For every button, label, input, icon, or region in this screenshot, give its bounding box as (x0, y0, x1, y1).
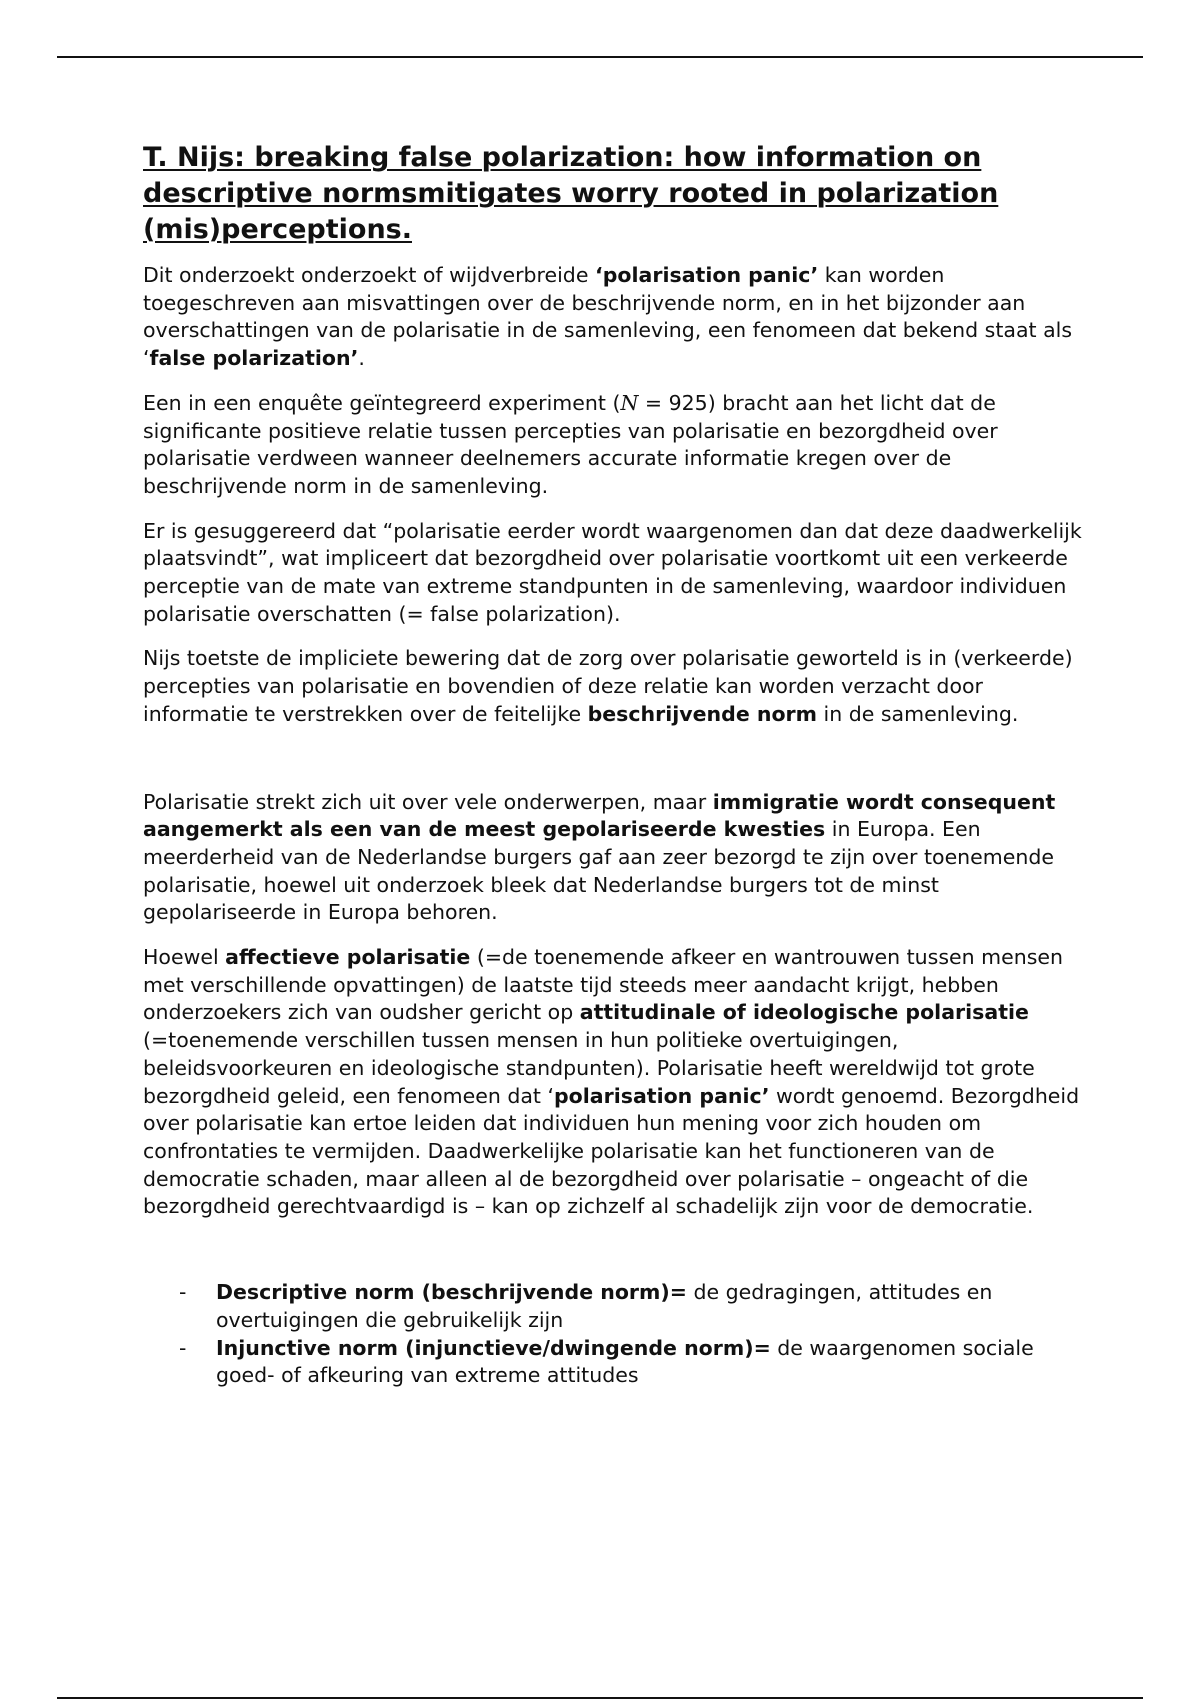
paragraph-hypothesis (143, 645, 1083, 728)
text-run: (=de toenemende afkeer en wantrouwen tussen mensen met verschillende opvattingen) de laatste tijd steeds meer aandacht krijgt, hebben onderzoekers zich van oudsher gericht op (143, 945, 1064, 1025)
sample-size-symbol: N (620, 390, 639, 415)
bold-term: beschrijvende norm (587, 701, 818, 726)
bold-term: polarisation panic’ (553, 1083, 770, 1108)
bold-term: affectieve polarisatie (225, 945, 471, 970)
paragraph-suggestion (143, 518, 1083, 629)
text-run: Hoewel (143, 945, 226, 970)
definition-term: Descriptive norm (beschrijvende norm)= (216, 1280, 687, 1305)
text-run: = 925) bracht aan het licht dat de significante positieve relatie tussen percepties van polarisatie en bezorgdheid over polarisatie verdween wanneer deelnemers accurate informatie kregen over de beschrijvende norm in de samenleving. (143, 390, 998, 498)
text-run: Er is gesuggereerd dat “polarisatie eerder wordt waargenomen dan dat deze daadwerkelijk plaatsvindt”, wat impliceert dat bezorgdheid over polarisatie voortkomt uit een verkeerde perceptie van de mate van extreme standpunten in de samenleving, waardoor individuen polarisatie overschatten (= false polarization). (143, 518, 1082, 626)
dash-bullet: - (179, 1280, 187, 1305)
text-run: Een in een enquête geïntegreerd experiment ( (143, 390, 621, 415)
document-title: T. Nijs: breaking false polarization: how information on descriptive normsmitigates worry rooted in polarization (mis)perceptions. (143, 142, 999, 245)
text-run: in de samenleving. (817, 701, 1019, 726)
text-run: in Europa. Een meerderheid van de Nederlandse burgers gaf aan zeer bezorgd te zijn over toenemende polarisatie, hoewel uit onderzoek bleek dat Nederlandse burgers tot de minst gepolariseerde in Europa behoren. (143, 817, 1054, 925)
definitions-list (143, 1279, 1083, 1390)
header-rule (57, 56, 1143, 58)
definition-text: de waargenomen sociale goed- of afkeuring van extreme attitudes (216, 1335, 1034, 1388)
dash-bullet: - (179, 1335, 187, 1360)
list-item (143, 1279, 1083, 1334)
bold-term: immigratie wordt consequent aangemerkt als een van de meest gepolariseerde kwesties (143, 789, 1056, 842)
definition-term: Injunctive norm (injunctieve/dwingende norm)= (216, 1335, 771, 1360)
text-run: wordt genoemd. Bezorgdheid over polarisatie kan ertoe leiden dat individuen hun mening voor zich houden om confrontaties te vermijden. Daadwerkelijke polarisatie kan het functioneren van de democratie schaden, maar alleen al de bezorgdheid over polarisatie – ongeacht of die bezorgdheid gerechtvaardigd is – kan op zichzelf al schadelijk zijn voor de democratie. (143, 1083, 1080, 1219)
document-body (143, 140, 1083, 1390)
bold-term: ‘polarisation panic’ (594, 263, 819, 287)
text-run: Dit onderzoekt onderzoekt of wijdverbreide (143, 263, 595, 287)
text-run: . (358, 346, 365, 371)
definition-text: de gedragingen, attitudes en overtuigingen die gebruikelijk zijn (216, 1280, 993, 1332)
text-run: Nijs toetste de impliciete bewering dat de zorg over polarisatie geworteld is in (verkeerde) percepties van polarisatie en bovendien of deze relatie kan worden verzacht door informatie te verstrekken over de feitelijke (143, 646, 1073, 726)
bold-term: attitudinale of ideologische polarisatie (579, 1000, 1029, 1025)
text-run: (=toenemende verschillen tussen mensen in hun politieke overtuigingen, beleidsvoorkeuren en ideologische standpunten). Polarisatie heeft wereldwijd tot grote bezorgdheid geleid, een fenomeen dat ‘ (143, 1028, 1035, 1108)
bold-term: false polarization’ (149, 346, 359, 371)
paragraph-immigration (143, 789, 1083, 928)
text-run: kan worden toegeschreven aan misvattingen over de beschrijvende norm, en in het bijzonder aan overschattingen van de polarisatie in de samenleving, een fenomeen dat bekend staat als ‘ (143, 263, 1073, 371)
paragraph-polarization-types (143, 944, 1083, 1221)
list-item (143, 1335, 1083, 1390)
text-run: Polarisatie strekt zich uit over vele onderwerpen, maar (143, 789, 713, 814)
paragraph-intro (143, 262, 1083, 373)
footer-rule (57, 1697, 1143, 1699)
paragraph-experiment (143, 390, 1083, 501)
